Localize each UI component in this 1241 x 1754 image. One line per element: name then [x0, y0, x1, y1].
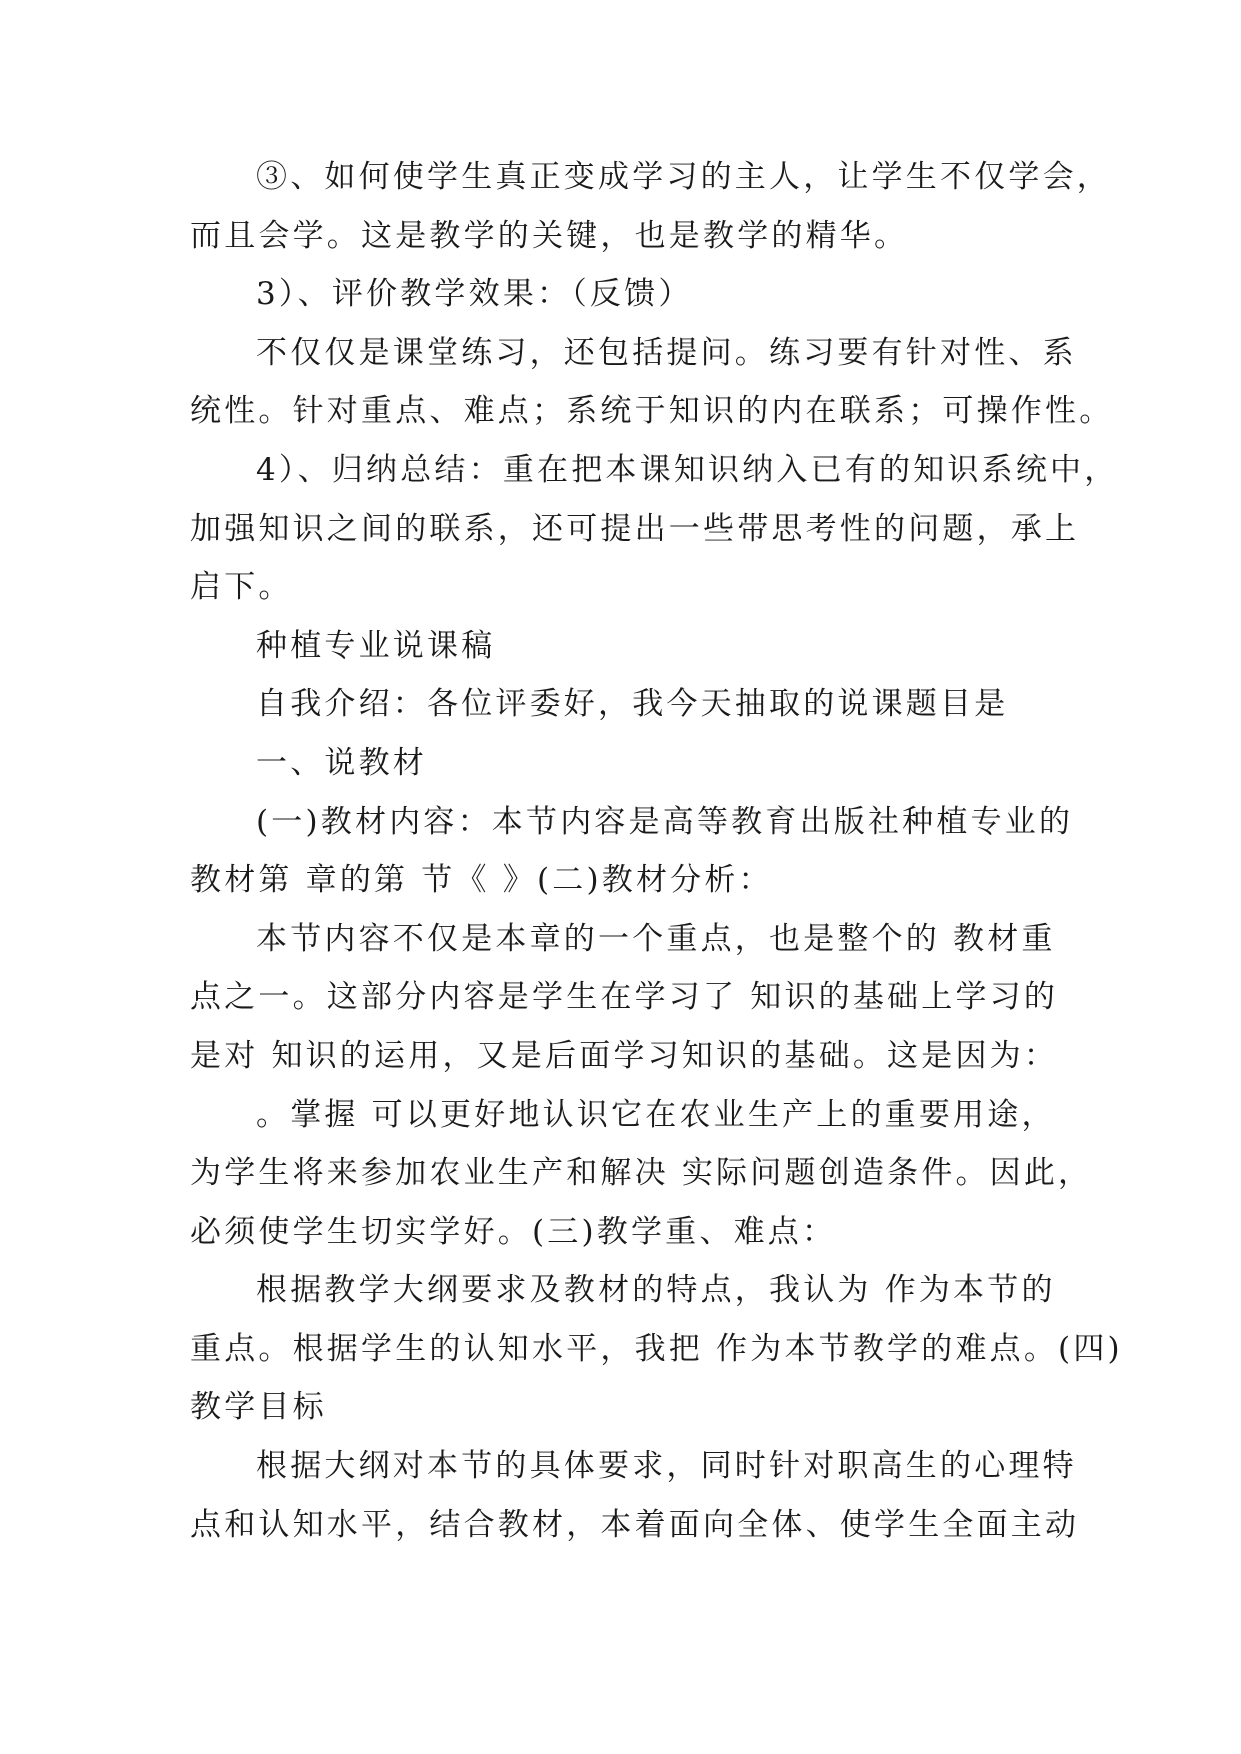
text-line: ③、如何使学生真正变成学习的主人，让学生不仅学会，	[256, 159, 1111, 195]
text-line: 点之一。这部分内容是学生在学习了 知识的基础上学习的	[190, 979, 1059, 1016]
paragraph	[190, 1086, 1093, 1262]
text-line: 统性。针对重点、难点；系统于知识的内在联系；可操作性。	[190, 393, 1114, 430]
text-line: 3）、评价教学效果：（反馈）	[256, 276, 693, 313]
text-line: 必须使学生切实学好。(三)教学重、难点：	[190, 1213, 837, 1250]
paragraph	[190, 148, 1111, 265]
text-line: 4）、归纳总结：重在把本课知识纳入已有的知识系统中，	[256, 451, 1119, 488]
section-heading	[190, 734, 1060, 793]
paragraph	[190, 910, 1060, 1086]
paragraph	[190, 441, 1119, 617]
paragraph	[190, 793, 1074, 910]
text-line: (一)教材内容：本节内容是高等教育出版社种植专业的	[256, 803, 1074, 840]
text-line: 自我介绍：各位评委好，我今天抽取的说课题目是	[256, 686, 1009, 723]
text-line: 为学生将来参加农业生产和解决 实际问题创造条件。因此，	[190, 1155, 1093, 1192]
text-line: 启下。	[190, 569, 293, 606]
paragraph	[190, 675, 1060, 734]
text-line: 是对 知识的运用，又是后面学习知识的基础。这是因为：	[190, 1037, 1059, 1074]
text-line: 种植专业说课稿	[256, 627, 496, 664]
document-body	[190, 148, 1123, 1554]
paragraph	[190, 265, 1060, 324]
text-line: 加强知识之间的联系，还可提出一些带思考性的问题，承上	[190, 510, 1080, 547]
text-line: 根据大纲对本节的具体要求，同时针对职高生的心理特	[256, 1448, 1077, 1485]
paragraph	[190, 324, 1114, 441]
paragraph	[190, 1437, 1080, 1554]
text-line: 点和认知水平，结合教材，本着面向全体、使学生全面主动	[190, 1506, 1080, 1543]
text-line: 教学目标	[190, 1389, 327, 1426]
text-line: 。掌握 可以更好地认识它在农业生产上的重要用途，	[256, 1096, 1056, 1133]
text-line: 教材第 章的第 节《 》(二)教材分析：	[190, 862, 773, 899]
text-line: 一、说教材	[256, 744, 427, 781]
paragraph	[190, 1261, 1123, 1437]
text-line: 重点。根据学生的认知水平，我把 作为本节教学的难点。(四)	[190, 1330, 1123, 1367]
section-title	[190, 617, 1060, 676]
text-line: 而且会学。这是教学的关键，也是教学的精华。	[190, 217, 909, 254]
text-line: 本节内容不仅是本章的一个重点，也是整个的 教材重	[256, 920, 1056, 957]
text-line: 根据教学大纲要求及教材的特点，我认为 作为本节的	[256, 1272, 1056, 1309]
text-line: 不仅仅是课堂练习，还包括提问。练习要有针对性、系	[256, 334, 1077, 371]
